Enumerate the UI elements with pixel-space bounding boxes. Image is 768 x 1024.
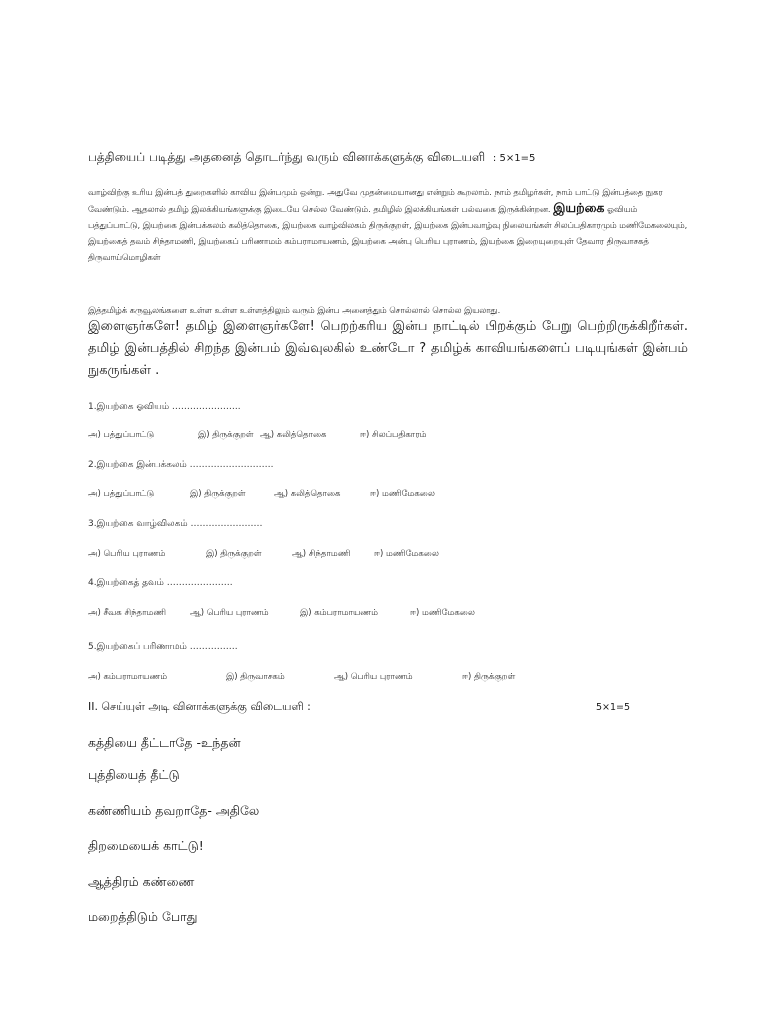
section1-marks: : 5×1=5: [492, 153, 536, 164]
question-1-options: [88, 430, 426, 441]
section2-title: II. செய்யுள் அடி வினாக்களுக்கு விடையளி :: [88, 700, 311, 713]
q5-option-c: ஆ) பெரிய புராணம்: [334, 672, 413, 682]
question-5: 5.இயற்கைப் பரிணாமம் …………….: [88, 642, 238, 652]
q1-option-c: ஆ) கலித்தொகை: [260, 430, 327, 440]
q3-option-a: அ) பெரிய புராணம்: [88, 549, 166, 559]
section1-heading: பத்தியைப் படித்து அதனைத் தொடர்ந்து வரும் வினாக்களுக்கு விடையளி: [88, 150, 486, 164]
q4-option-d: ஈ) மணிமேகலை: [410, 608, 475, 618]
question-3: 3.இயற்கை வாழ்விலகம் ……………………: [88, 519, 263, 529]
q5-option-d: ஈ) திருக்குறள்: [462, 672, 516, 682]
poem-line-6: மறைத்திடும் போது: [88, 909, 198, 924]
passage-paragraph-1: [88, 184, 688, 265]
passage-emphasis: இயற்கை: [553, 200, 605, 215]
question-1: 1.இயற்கை ஓவியம் …………………..: [88, 402, 241, 412]
q2-option-d: ஈ) மணிமேகலை: [370, 489, 435, 499]
q1-option-a: அ) பத்துப்பாட்டு: [88, 430, 155, 440]
q5-option-a: அ) கம்பராமாயணம்: [88, 672, 168, 682]
q5-option-b: இ) திருவாசகம்: [226, 672, 285, 682]
poem-line-1: கத்தியை தீட்டாதே -உந்தன்: [88, 735, 241, 750]
question-5-options: [88, 672, 515, 683]
q2-option-b: இ) திருக்குறள்: [190, 489, 246, 499]
passage-paragraph-3: இளைஞர்களே! தமிழ் இளைஞர்களே! பெறற்கரிய இன்ப நாட்டில் பிறக்கும் பேறு பெற்றிருக்கிறீர்கள். தமிழ் இன்பத்தில் சிறந்த இன்பம் இவ்வுலகில் உண்டோ ? தமிழ்க் காவியங்களைப் படியுங்கள் இன்பம் நுகருங்கள் .: [88, 319, 688, 378]
q3-option-b: இ) திருக்குறள்: [206, 549, 262, 559]
question-4-options: [88, 608, 475, 619]
poem-line-3: கண்ணியம் தவறாதே- அதிலே: [88, 803, 260, 818]
q2-option-c: ஆ) கலித்தொகை: [274, 489, 341, 499]
question-2: 2.இயற்கை இன்பக்கலம் ……………………….: [88, 460, 274, 470]
question-3-options: [88, 549, 439, 560]
section1-title: [88, 150, 535, 166]
passage-paragraph-2: இத்தமிழ்க் கருவூலங்களை உள்ள உள்ள உள்ளத்திலும் வரும் இன்ப அனைத்தும் சொல்லால் சொல்ல இயலாது.: [88, 305, 501, 315]
q1-option-d: ஈ) சிலப்பதிகாரம்: [360, 430, 427, 440]
q1-option-b: இ) திருக்குறள்: [198, 430, 254, 440]
poem-line-5: ஆத்திரம் கண்ணை: [88, 874, 195, 889]
passage-text-b: ஓவியம் பத்துப்பாட்டு, இயற்கை இன்பக்கலம் கலித்தொகை, இயற்கை வாழ்விலகம் திருக்குறள், இயற்கை இன்பவாழ்வு நிலையங்கள் சிலப்பதிகாரமும் மணிமேகலையும், இயற்கைத் தவம் சிந்தாமணி, இயற்கைப் பரிணாமம் கம்பராமாயணம், இயற்கை அன்பு பெரிய புராணம், இயற்கை இறையுறையுள் தேவார திருவாசகத் திருவாய்மொழிகள்: [88, 204, 688, 262]
question-4: 4.இயற்கைத் தவம் ………………….: [88, 578, 233, 588]
poem-line-2: புத்தியைத் தீட்டு: [88, 767, 180, 782]
q3-option-d: ஈ) மணிமேகலை: [374, 549, 439, 559]
q3-option-c: ஆ) சிந்தாமணி: [292, 549, 351, 559]
q4-option-b: ஆ) பெரிய புராணம்: [190, 608, 269, 618]
section2-marks: 5×1=5: [596, 702, 631, 713]
q4-option-c: இ) கம்பராமாயணம்: [300, 608, 378, 618]
q2-option-a: அ) பத்துப்பாட்டு: [88, 489, 155, 499]
passage-text-a: வாழ்விற்கு உரிய இன்பத் துறைகளில் காவிய இன்பமும் ஒன்று. அதுவே முதன்மையானது என்றும் கூறலாம். நாம் தமிழர்கள், நாம் பாட்டு இன்பத்தை நுகர வேண்டும். ஆதலால் தமிழ் இலக்கியங்களுக்கு இடையே செல்ல வேண்டும். தமிழில் இலக்கியங்கள் பல்வகை இருக்கின்றன.: [88, 187, 663, 214]
poem-line-4: திறமையைக் காட்டு!: [88, 838, 204, 853]
question-2-options: [88, 489, 435, 500]
q4-option-a: அ) சீவக சிந்தாமணி: [88, 608, 167, 618]
